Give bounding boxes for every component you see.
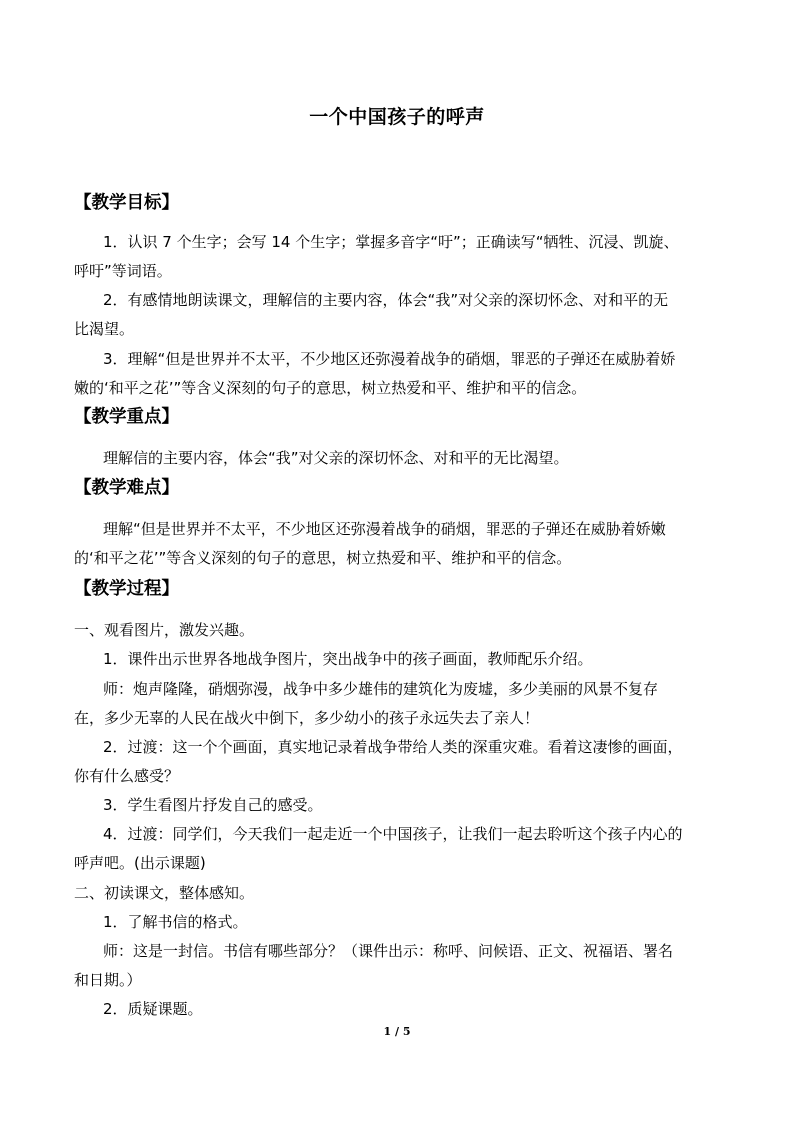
- page-title: 一个中国孩子的呼声: [309, 106, 485, 128]
- process-s2-teacher-line-2: 和日期。）: [74, 971, 142, 989]
- objective-2-line-1: 2．有感情地朗读课文，理解信的主要内容，体会“我”对父亲的深切怀念、对和平的无: [103, 291, 669, 309]
- process-s1-item-4-line-2: 呼声吧。(出示课题): [74, 854, 206, 872]
- process-s2-item-1: 1．了解书信的格式。: [103, 913, 248, 931]
- process-s1-teacher-line-2: 在，多少无辜的人民在战火中倒下，多少幼小的孩子永远失去了亲人！: [74, 709, 540, 727]
- objective-1-line-1: 1．认识 7 个生字；会写 14 个生字；掌握多音字“吁”；正确读写“牺牲、沉浸、凯旋、: [103, 233, 679, 251]
- heading-difficulties: 【教学难点】: [74, 478, 179, 498]
- objective-2-line-2: 比渴望。: [74, 320, 135, 338]
- process-s2-item-2: 2．质疑课题。: [103, 1000, 203, 1018]
- process-s1-teacher-line-1: 师：炮声隆隆，硝烟弥漫，战争中多少雄伟的建筑化为废墟，多少美丽的风景不复存: [103, 680, 659, 698]
- objective-3-line-2: 嫩的‘和平之花’”等含义深刻的句子的意思，树立热爱和平、维护和平的信念。: [74, 379, 587, 397]
- process-s1-item-2-line-2: 你有什么感受？: [74, 767, 180, 785]
- process-s1-item-4-line-1: 4．过渡：同学们，今天我们一起走近一个中国孩子，让我们一起去聆听这个孩子内心的: [103, 825, 683, 843]
- difficulties-line-2: 的‘和平之花’”等含义深刻的句子的意思，树立热爱和平、维护和平的信念。: [74, 549, 572, 567]
- process-s2-teacher-line-1: 师：这是一封信。书信有哪些部分？（课件出示：称呼、问候语、正文、祝福语、署名: [103, 942, 674, 960]
- objective-1-line-2: 呼吁”等词语。: [74, 262, 172, 280]
- heading-objectives: 【教学目标】: [74, 193, 179, 213]
- process-section-2: 二、初读课文，整体感知。: [74, 884, 255, 902]
- objective-3-line-1: 3．理解“但是世界并不太平，不少地区还弥漫着战争的硝烟，罪恶的子弹还在威胁着娇: [103, 350, 676, 368]
- process-s1-item-3: 3．学生看图片抒发自己的感受。: [103, 796, 323, 814]
- page-number: 1 / 5: [383, 1025, 411, 1038]
- key-points-line-1: 理解信的主要内容，体会“我”对父亲的深切怀念、对和平的无比渴望。: [103, 449, 569, 467]
- process-s1-item-2-line-1: 2．过渡：这一个个画面，真实地记录着战争带给人类的深重灾难。看着这凄惨的画面，: [103, 738, 683, 756]
- process-s1-item-1: 1．课件出示世界各地战争图片，突出战争中的孩子画面，教师配乐介绍。: [103, 650, 593, 668]
- heading-process: 【教学过程】: [74, 579, 179, 599]
- heading-key-points: 【教学重点】: [74, 407, 179, 427]
- process-section-1: 一、观看图片，激发兴趣。: [74, 621, 255, 639]
- difficulties-line-1: 理解“但是世界并不太平，不少地区还弥漫着战争的硝烟，罪恶的子弹还在威胁着娇嫩: [103, 520, 666, 538]
